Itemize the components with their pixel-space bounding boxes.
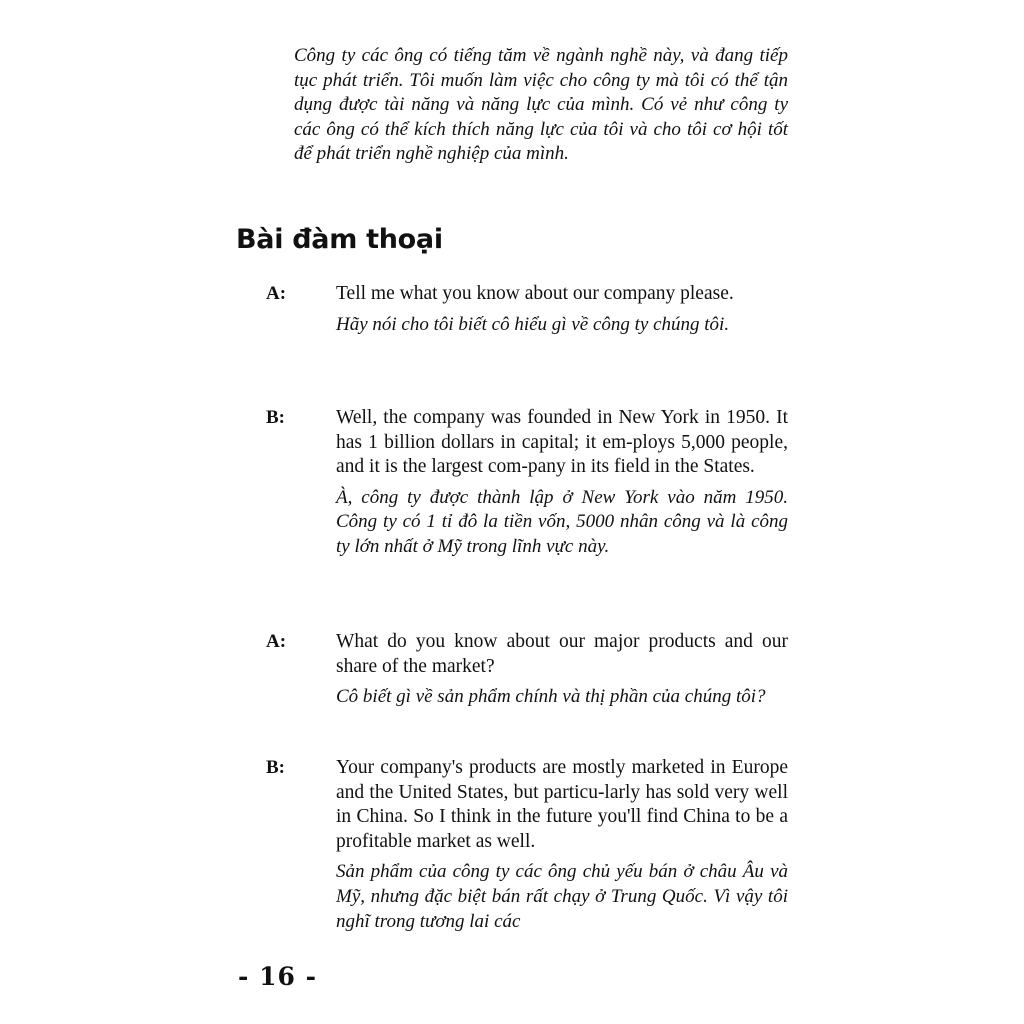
dialogue-turn (266, 406, 788, 560)
section-heading: Bài đàm thoại (236, 224, 443, 255)
intro-paragraph: Công ty các ông có tiếng tăm về ngành nghề này, và đang tiếp tục phát triển. Tôi muốn làm việc cho công ty mà tôi có thể tận dụng được tài năng và năng lực của mình. Có vẻ như công ty các ông có thể kích thích năng lực của tôi và cho tôi cơ hội tốt để phát triển nghề nghiệp của mình. (294, 45, 788, 165)
dialogue-turn (266, 630, 788, 710)
vietnamese-translation: Cô biết gì về sản phẩm chính và thị phần của chúng tôi? (336, 686, 766, 708)
page-number: - 16 - (238, 962, 317, 991)
english-line: Well, the company was founded in New York in 1950. It has 1 billion dollars in capital; it em-ploys 5,000 people, and it is the largest com-pany in its field in the States. (336, 407, 788, 478)
dialogue-turn (266, 282, 788, 337)
english-line: Tell me what you know about our company please. (336, 283, 734, 304)
speaker-label: A: (266, 631, 287, 652)
english-line: Your company's products are mostly marketed in Europe and the United States, but particu-larly has sold very well in China. So I think in the future you'll find China to be a profitable market as well. (336, 757, 788, 852)
speaker-label: B: (266, 407, 285, 428)
english-line: What do you know about our major products and our share of the market? (336, 631, 788, 677)
vietnamese-translation: Hãy nói cho tôi biết cô hiểu gì về công ty chúng tôi. (336, 313, 730, 335)
vietnamese-translation: Sản phẩm của công ty các ông chủ yếu bán ở châu Âu và Mỹ, nhưng đặc biệt bán rất chạy ở Trung Quốc. Vì vậy tôi nghĩ trong tương lai các (336, 861, 788, 932)
dialogue-turn (266, 756, 788, 934)
speaker-label: A: (266, 283, 287, 304)
speaker-label: B: (266, 757, 285, 778)
vietnamese-translation: À, công ty được thành lập ở New York vào năm 1950. Công ty có 1 tỉ đô la tiền vốn, 5000 nhân công và là công ty lớn nhất ở Mỹ trong lĩnh vực này. (336, 486, 788, 557)
